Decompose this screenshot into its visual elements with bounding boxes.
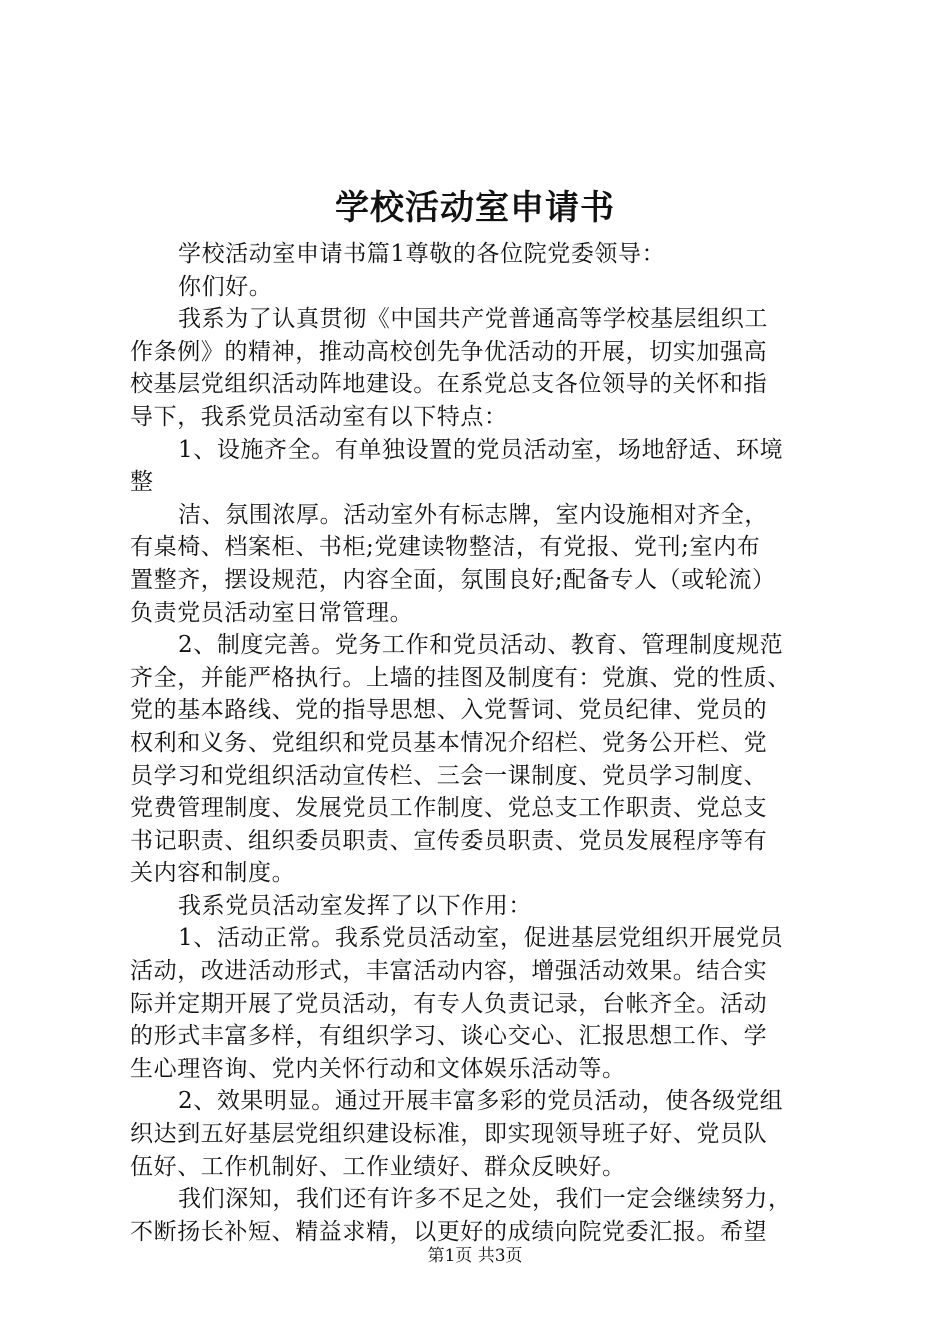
paragraph-line: 际并定期开展了党员活动，有专人负责记录，台帐齐全。活动 [130,990,768,1017]
paragraph-line: 党的基本路线、党的指导思想、入党誓词、党员纪律、党员的 [130,697,768,724]
paragraph-line: 校基层党组织活动阵地建设。在系党总支各位领导的关怀和指 [130,371,768,398]
paragraph-line: 学校活动室申请书篇1尊敬的各位院党委领导： [178,241,666,267]
paragraph-line: 党费管理制度、发展党员工作制度、党总支工作职责、党总支 [130,795,768,822]
paragraph-line: 1、活动正常。我系党员活动室，促进基层党组织开展党员 [178,925,784,952]
paragraph-line: 整 [130,469,154,496]
paragraph-line: 我系为了认真贯彻《中国共产党普通高等学校基层组织工 [178,306,768,333]
paragraph-line: 我系党员活动室发挥了以下作用： [178,892,532,919]
page-title: 学校活动室申请书 [335,188,615,228]
paragraph-line: 置整齐，摆设规范，内容全面，氛围良好;配备专人（或轮流） [130,566,776,593]
paragraph-line: 织达到五好基层党组织建设标准，即实现领导班子好、党员队 [130,1121,768,1148]
paragraph-line: 2、制度完善。党务工作和党员活动、教育、管理制度规范 [178,632,784,659]
paragraph-line: 的形式丰富多样，有组织学习、谈心交心、汇报思想工作、学 [130,1023,768,1050]
paragraph-line: 有桌椅、档案柜、书柜;党建读物整洁，有党报、党刊;室内布 [130,534,761,561]
paragraph-line: 1、设施齐全。有单独设置的党员活动室，场地舒适、环境 [178,436,784,463]
paragraph-line: 员学习和党组织活动宣传栏、三会一课制度、党员学习制度、 [130,762,768,789]
paragraph-line: 活动，改进活动形式，丰富活动内容，增强活动效果。结合实 [130,958,768,985]
paragraph-line: 2、效果明显。通过开展丰富多彩的党员活动，使各级党组 [178,1088,784,1115]
paragraph-line: 导下，我系党员活动室有以下特点： [130,403,508,430]
paragraph-line: 你们好。 [178,273,273,300]
paragraph-line: 关内容和制度。 [130,860,296,887]
paragraph-line: 洁、氛围浓厚。活动室外有标志牌，室内设施相对齐全， [178,501,768,528]
document-body [130,238,830,1248]
paragraph-line: 生心理咨询、党内关怀行动和文体娱乐活动等。 [130,1055,626,1082]
paragraph-line: 权利和义务、党组织和党员基本情况介绍栏、党务公开栏、党 [130,729,768,756]
paragraph-line: 齐全，并能严格执行。上墙的挂图及制度有：党旗、党的性质、 [130,664,791,691]
paragraph-line: 我们深知，我们还有许多不足之处，我们一定会继续努力， [178,1186,792,1213]
paragraph-line: 书记职责、组织委员职责、宣传委员职责、党员发展程序等有 [130,827,768,854]
paragraph-line: 不断扬长补短、精益求精，以更好的成绩向院党委汇报。希望 [130,1218,768,1245]
paragraph-line: 负责党员活动室日常管理。 [130,599,414,626]
paragraph-line: 作条例》的精神，推动高校创先争优活动的开展，切实加强高 [130,338,768,365]
paragraph-line: 伍好、工作机制好、工作业绩好、群众反映好。 [130,1153,626,1180]
page-number: 第1页 共3页 [427,1246,523,1266]
